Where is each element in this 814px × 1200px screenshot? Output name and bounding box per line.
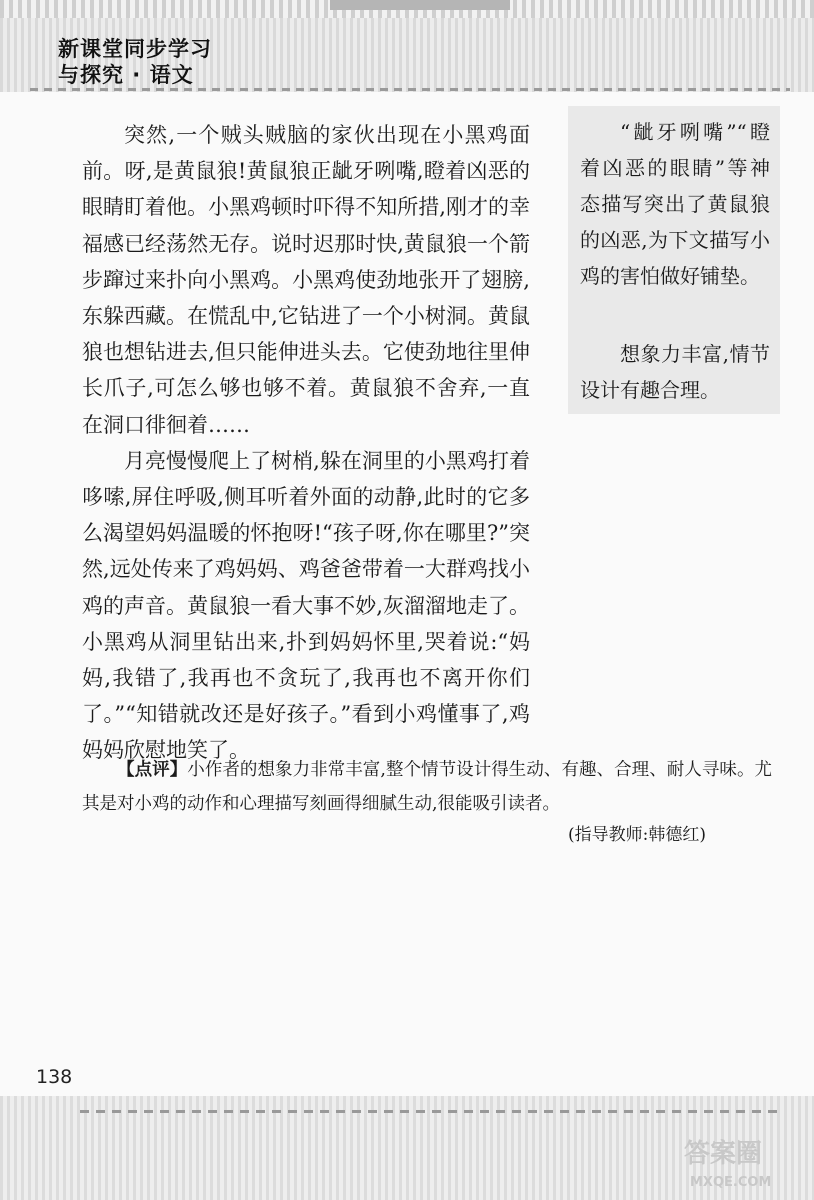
footer-dashed-rule bbox=[80, 1110, 780, 1113]
page-number: 138 bbox=[36, 1066, 73, 1088]
essay-paragraph: 突然,一个贼头贼脑的家伙出现在小黑鸡面前。呀,是黄鼠狼!黄鼠狼正龇牙咧嘴,瞪着凶恶的眼睛盯着他。小黑鸡顿时吓得不知所措,刚才的幸福感已经荡然无存。说时迟那时快,黄鼠狼一个箭步蹿过来扑向小黑鸡。小黑鸡使劲地张开了翅膀,东躲西藏。在慌乱中,它钻进了一个小树洞。黄鼠狼也想钻进去,但只能伸进头去。它使劲地往里伸长爪子,可怎么够也够不着。黄鼠狼不舍弃,一直在洞口徘徊着…… bbox=[82, 123, 530, 437]
watermark-logo bbox=[680, 1128, 790, 1198]
essay-paragraph: 月亮慢慢爬上了树梢,躲在洞里的小黑鸡打着哆嗦,屏住呼吸,侧耳听着外面的动静,此时的它多么渴望妈妈温暖的怀抱呀!“孩子呀,你在哪里?”突然,远处传来了鸡妈妈、鸡爸爸带着一大群鸡找小鸡的声音。黄鼠狼一看大事不妙,灰溜溜地走了。小黑鸡从洞里钻出来,扑到妈妈怀里,哭着说:“妈妈,我错了,我再也不贪玩了,我再也不离开你们了。”“知错就改还是好孩子。”看到小鸡懂事了,鸡妈妈欣慰地笑了。 bbox=[82, 448, 530, 763]
header-dashed-rule bbox=[30, 88, 790, 91]
essay-body bbox=[82, 117, 530, 769]
teacher-review bbox=[82, 753, 772, 821]
instructor-credit: (指导教师:韩德红) bbox=[568, 825, 706, 845]
page-header bbox=[0, 0, 814, 92]
series-title-line2: 与探究 · 语文 bbox=[58, 63, 194, 87]
margin-note-text: “龇牙咧嘴”“瞪着凶恶的眼睛”等神态描写突出了黄鼠狼的凶恶,为下文描写小鸡的害怕做好铺垫。 bbox=[580, 120, 770, 288]
watermark-title: 答案圈 bbox=[684, 1139, 763, 1169]
watermark-url: MXQE.COM bbox=[690, 1175, 772, 1190]
header-accent-bar bbox=[330, 0, 510, 10]
series-title-line1: 新课堂同步学习 bbox=[58, 37, 212, 61]
review-text: 小作者的想象力非常丰富,整个情节设计得生动、有趣、合理、耐人寻味。尤其是对小鸡的动作和心理描写刻画得细腻生动,很能吸引读者。 bbox=[82, 760, 773, 814]
margin-note-text: 想象力丰富,情节设计有趣合理。 bbox=[580, 342, 770, 402]
margin-note-plot bbox=[580, 336, 770, 408]
review-label: 【点评】 bbox=[117, 760, 188, 780]
series-logo bbox=[58, 36, 238, 88]
margin-note-expression bbox=[580, 114, 770, 294]
